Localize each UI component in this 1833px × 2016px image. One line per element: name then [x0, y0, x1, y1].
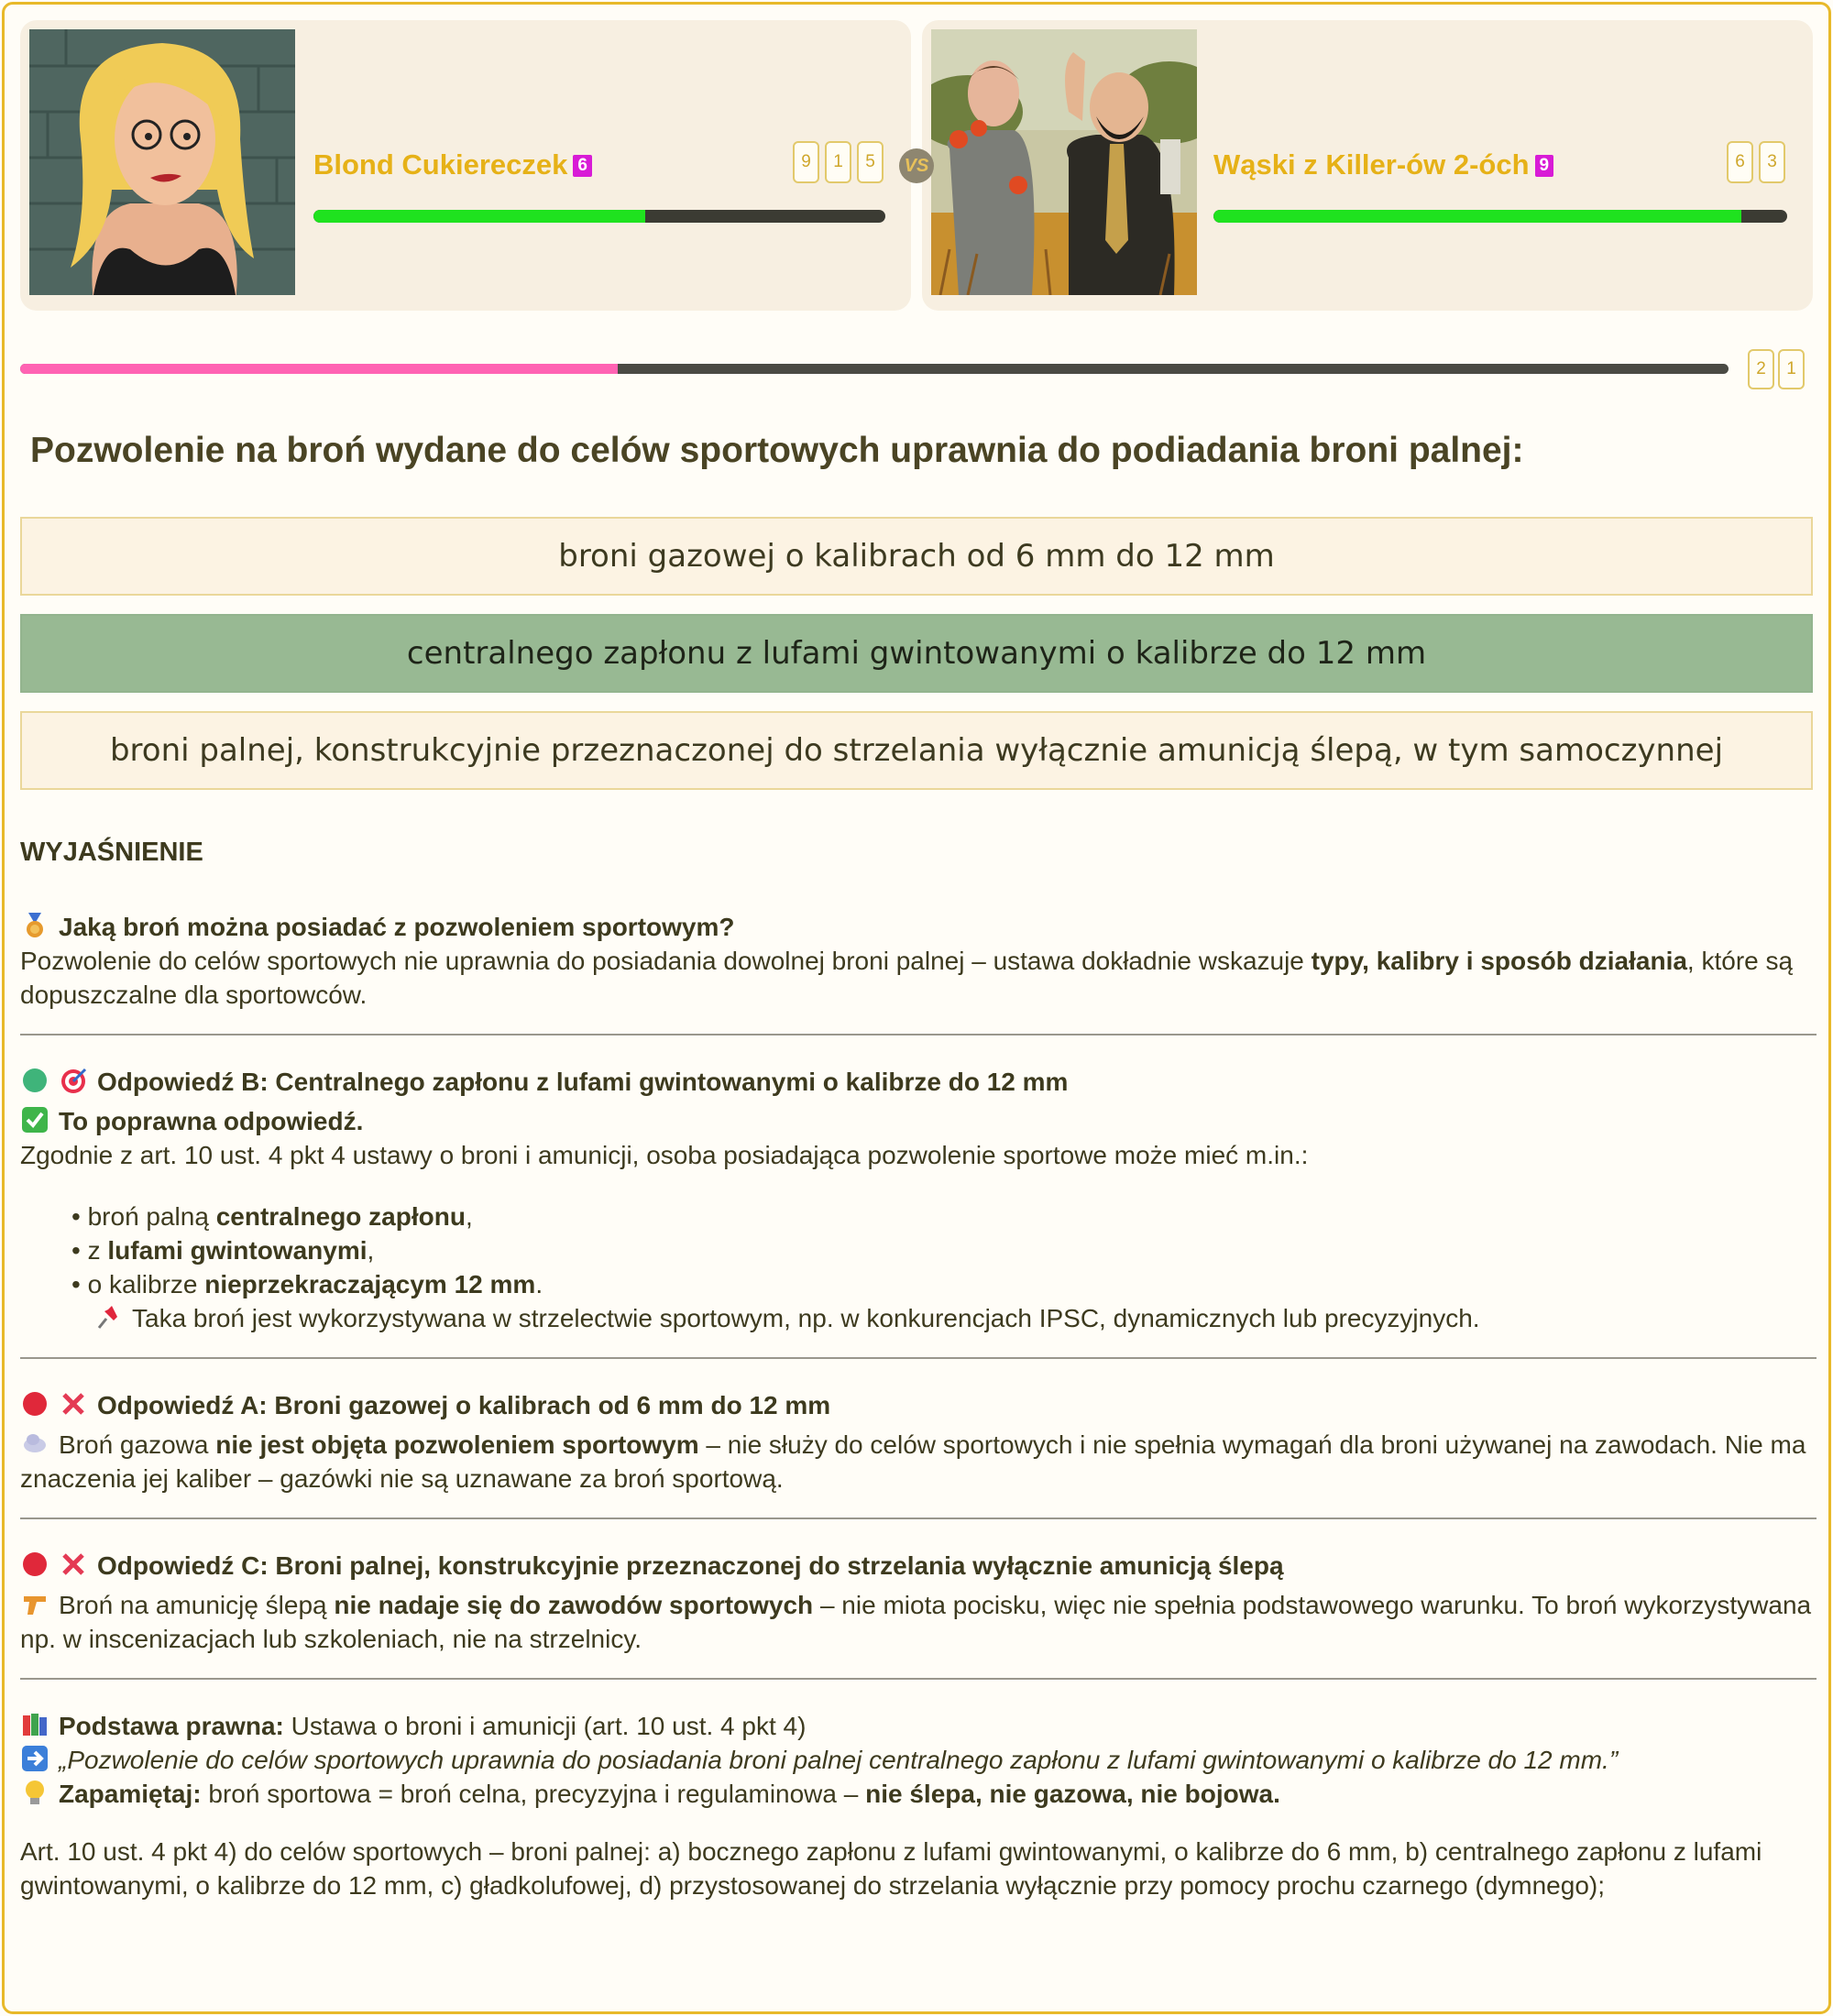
remember-label: Zapamiętaj:: [59, 1780, 202, 1808]
list-item: • o kalibrze nieprzekraczającym 12 mm.: [71, 1267, 1817, 1301]
answer-option-a[interactable]: broni gazowej o kalibrach od 6 mm do 12 mm: [20, 517, 1813, 596]
explanation-answer-b: [20, 1065, 1817, 1359]
answer-c-bold: nie nadaje się do zawodów sportowych: [334, 1591, 814, 1619]
green-circle-icon: [20, 1066, 49, 1095]
answer-c-text-end: – nie miota pocisku, więc nie spełnia podstawowego warunku. To broń wykorzystywana np. w inscenizacjach lub szkoleniach, nie na strzelnicy.: [20, 1591, 1812, 1653]
progress-chip: 2: [1748, 349, 1774, 389]
light-bulb-icon: [20, 1778, 49, 1807]
player-2-name: Wąski z Killer-ów 2-óch 9: [1213, 148, 1553, 181]
check-mark-icon: [20, 1105, 49, 1134]
player-2-stats: [1727, 141, 1785, 183]
cross-mark-icon: [59, 1389, 88, 1419]
arrow-right-icon: [20, 1744, 49, 1773]
vs-badge: VS: [899, 148, 934, 183]
answer-b-title: Odpowiedź B: Centralnego zapłonu z lufami gwintowanymi o kalibrze do 12 mm: [97, 1068, 1069, 1096]
answer-option-c[interactable]: broni palnej, konstrukcyjnie przeznaczonej do strzelania wyłącznie amunicją ślepą, w tym samoczynnej: [20, 711, 1813, 790]
answer-c-title: Odpowiedź C: Broni palnej, konstrukcyjnie przeznaczonej do strzelania wyłącznie amunicją ślepą: [97, 1551, 1284, 1580]
red-circle-icon: [20, 1550, 49, 1579]
remember-bold: nie ślepa, nie gazowa, nie bojowa.: [865, 1780, 1280, 1808]
player-1-avatar: [29, 29, 295, 295]
player-1-stat-chip: 1: [825, 141, 851, 183]
answer-a-text-end: – nie służy do celów sportowych i nie spełnia wymagań dla broni używanej na zawodach. Nie ma znaczenia jej kaliber – gazówki nie są uznawane za broń sportową.: [20, 1430, 1806, 1493]
answer-b-note: Taka broń jest wykorzystywana w strzelectwie sportowym, np. w konkurencjach IPSC, dynamicznych lub precyzyjnych.: [132, 1304, 1480, 1332]
remember-text: broń sportowa = broń celna, precyzyjna i regulaminowa –: [201, 1780, 866, 1808]
explanation-answer-a: [20, 1388, 1817, 1519]
player-2-level-badge: 9: [1535, 155, 1554, 177]
red-circle-icon: [20, 1389, 49, 1419]
player-2-hp-fill: [1213, 210, 1741, 223]
intro-bold: typy, kalibry i sposób działania: [1311, 947, 1687, 975]
explanation-panel: [20, 836, 1817, 1954]
answer-a-text: Broń gazowa: [59, 1430, 216, 1459]
cloud-icon: [20, 1429, 49, 1458]
player-1-stat-chip: 5: [857, 141, 884, 183]
intro-title: Jaką broń można posiadać z pozwoleniem sportowym?: [59, 913, 735, 941]
player-1-name: Blond Cukiereczek 6: [313, 148, 592, 181]
books-icon: [20, 1710, 49, 1739]
answer-b-text: Zgodnie z art. 10 ust. 4 pkt 4 ustawy o broni i amunicji, osoba posiadająca pozwolenie sportowe może mieć m.in.:: [20, 1141, 1309, 1169]
player-2-stat-chip: 3: [1759, 141, 1785, 183]
player-card-1: [20, 20, 911, 311]
explanation-heading: WYJAŚNIENIE: [20, 838, 203, 867]
player-2-stat-chip: 6: [1727, 141, 1753, 183]
list-item: • z lufami gwintowanymi,: [71, 1233, 1817, 1267]
progress-counters: [1748, 349, 1805, 389]
question-text: Pozwolenie na broń wydane do celów sportowych uprawnia do podiadania broni palnej:: [30, 431, 1524, 470]
explanation-legal: [20, 1709, 1817, 1924]
player-1-stats: [793, 141, 884, 183]
legal-footer-text: Art. 10 ust. 4 pkt 4) do celów sportowych – broni palnej: a) bocznego zapłonu z lufami gwintowanymi, o kalibrze do 6 mm, b) centralnego zapłonu z lufami gwintowanymi, o kalibrze do 12 mm, c) gładkolufowej, d) przystosowanej do strzelania wyłącznie przy pomocy prochu czarnego (dymnego);: [20, 1837, 1762, 1900]
answer-b-verdict: To poprawna odpowiedź.: [59, 1107, 364, 1135]
explanation-intro: [20, 910, 1817, 1035]
question-progress-bar: [20, 364, 1729, 374]
medal-icon: [20, 911, 49, 940]
player-1-stat-chip: 9: [793, 141, 819, 183]
pistol-icon: [20, 1589, 49, 1618]
player-2-avatar: [931, 29, 1197, 295]
player-1-level-badge: 6: [573, 155, 592, 177]
list-item: • broń palną centralnego zapłonu,: [71, 1200, 1817, 1233]
question-progress-fill: [20, 364, 618, 374]
intro-text-end: , które są dopuszczalne dla sportowców.: [20, 947, 1794, 1009]
answer-a-bold: nie jest objęta pozwoleniem sportowym: [215, 1430, 699, 1459]
legal-label: Podstawa prawna:: [59, 1712, 284, 1740]
legal-quote: „Pozwolenie do celów sportowych uprawnia do posiadania broni palnej centralnego zapłonu z lufami gwintowanymi o kalibrze do 12 mm.”: [59, 1746, 1619, 1774]
answer-a-title: Odpowiedź A: Broni gazowej o kalibrach od 6 mm do 12 mm: [97, 1391, 831, 1419]
explanation-answer-c: [20, 1549, 1817, 1680]
player-card-2: [922, 20, 1813, 311]
player-2-hp-bar: [1213, 210, 1787, 223]
player-1-hp-fill: [313, 210, 645, 223]
target-icon: [59, 1066, 88, 1095]
cross-mark-icon: [59, 1550, 88, 1579]
answer-b-list: [71, 1200, 1817, 1301]
intro-text: Pozwolenie do celów sportowych nie uprawnia do posiadania dowolnej broni palnej – ustawa dokładnie wskazuje: [20, 947, 1312, 975]
answer-c-text: Broń na amunicję ślepą: [59, 1591, 335, 1619]
legal-text: Ustawa o broni i amunicji (art. 10 ust. 4 pkt 4): [283, 1712, 807, 1740]
progress-chip: 1: [1778, 349, 1805, 389]
answer-option-b[interactable]: centralnego zapłonu z lufami gwintowanymi o kalibrze do 12 mm: [20, 614, 1813, 693]
player-1-hp-bar: [313, 210, 885, 223]
pushpin-icon: [93, 1302, 123, 1331]
